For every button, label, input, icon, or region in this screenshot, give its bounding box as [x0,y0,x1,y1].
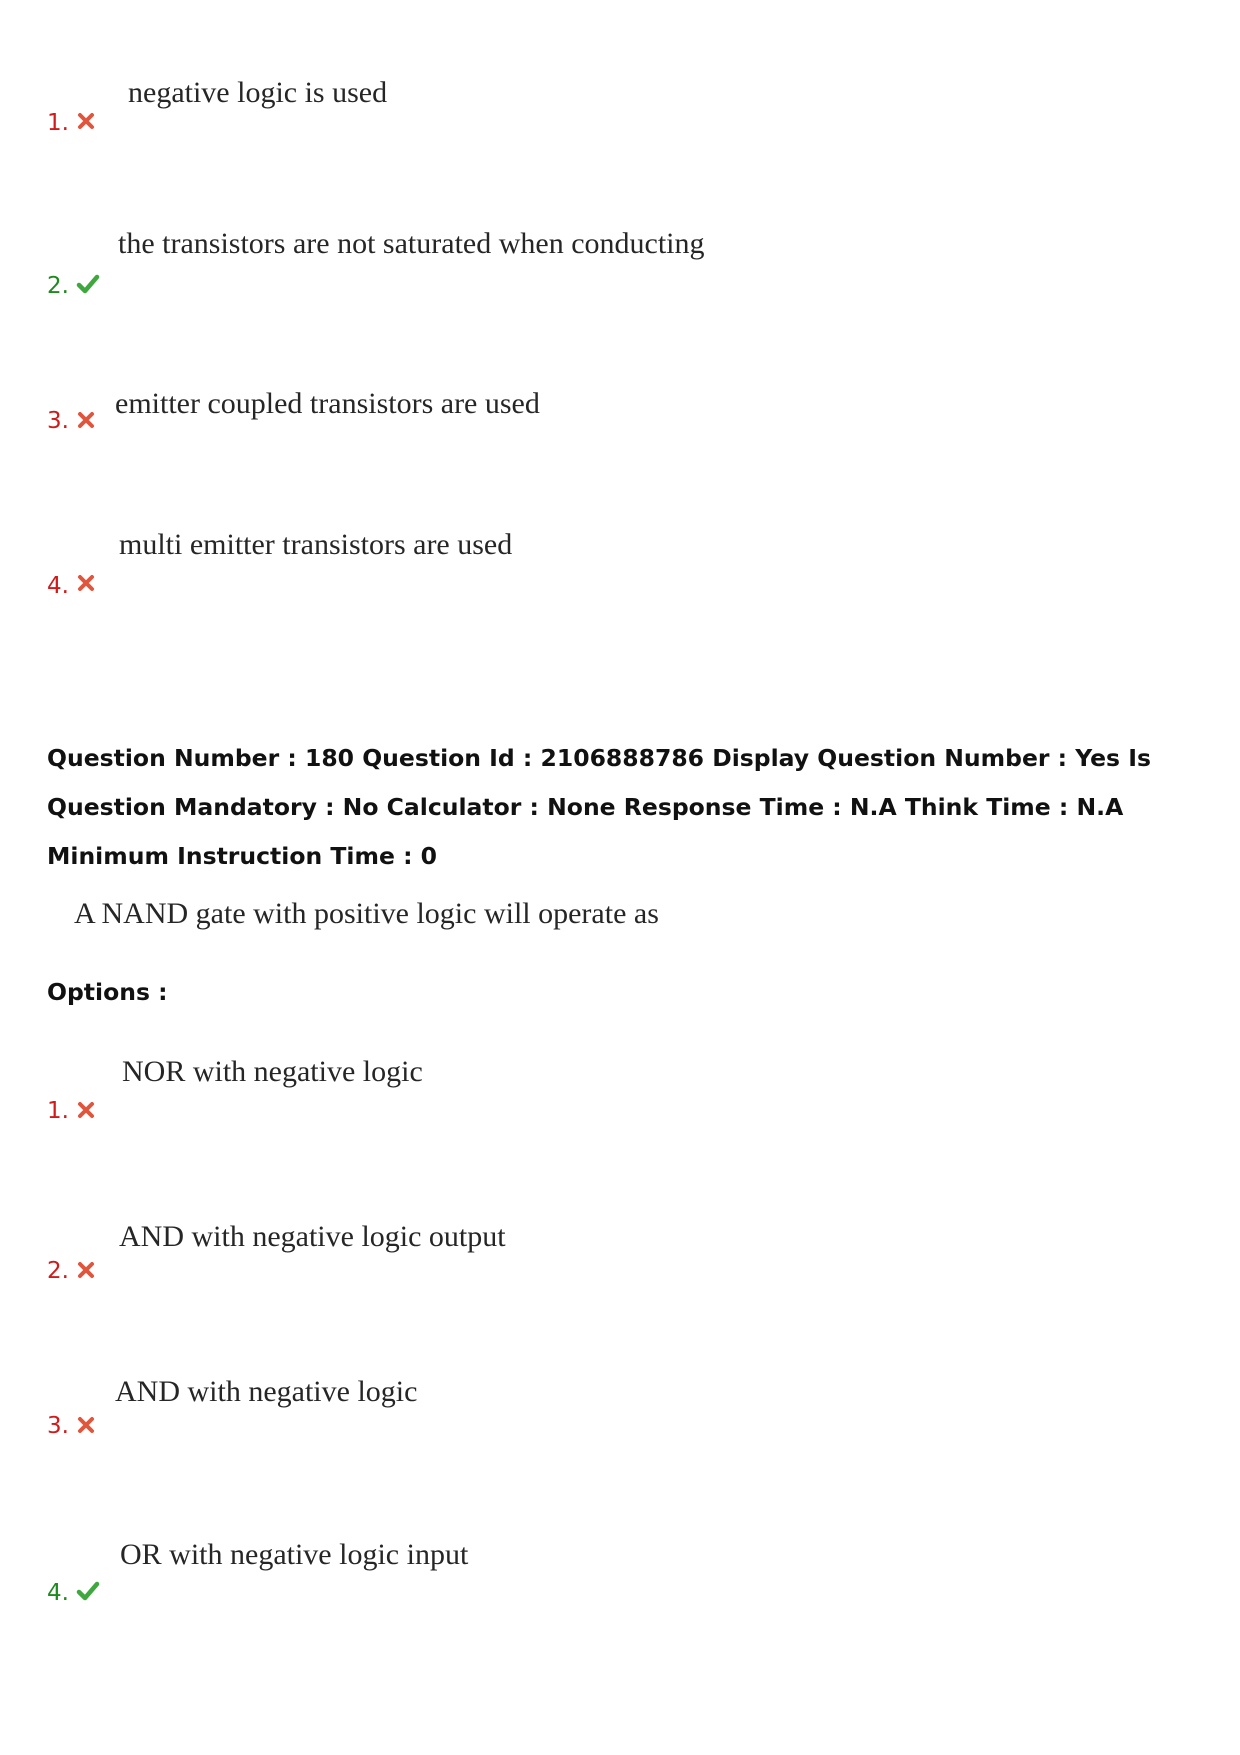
option-row [0,60,1240,180]
check-icon [76,1580,100,1602]
options-label: Options : [47,978,168,1006]
option-text: emitter coupled transistors are used [115,387,540,420]
option-text: negative logic is used [128,76,388,109]
option-row [0,1210,1240,1330]
cross-icon [76,1415,96,1435]
cross-icon [76,573,96,593]
cross-icon [76,410,96,430]
option-number: 4. [47,573,69,599]
cross-icon [76,1100,96,1120]
check-icon [76,273,100,295]
cross-icon [76,1260,96,1280]
option-row [0,370,1240,490]
question-meta: Question Number : 180 Question Id : 2106888786 Display Question Number : Yes Is Question Mandatory : No Calculator : None Response Time : N.A Think Time : N.A Minimum Instruction Time : 0 [47,744,1151,870]
question-text: A NAND gate with positive logic will operate as [74,897,659,930]
option-text: AND with negative logic output [119,1220,506,1253]
option-row [0,1045,1240,1165]
cross-icon [76,111,96,131]
option-number: 2. [47,273,69,299]
option-number: 3. [47,408,69,434]
option-text: the transistors are not saturated when conducting [118,227,705,260]
option-row [0,510,1240,630]
option-number: 2. [47,1258,69,1284]
option-text: multi emitter transistors are used [119,528,513,561]
option-number: 1. [47,1098,69,1124]
option-row [0,1530,1240,1650]
option-number: 1. [47,110,69,136]
option-number: 4. [47,1580,69,1606]
option-text: AND with negative logic [115,1375,418,1408]
option-row [0,1365,1240,1485]
option-text: OR with negative logic input [120,1538,469,1571]
option-number: 3. [47,1413,69,1439]
option-row [0,210,1240,330]
option-text: NOR with negative logic [122,1055,423,1088]
